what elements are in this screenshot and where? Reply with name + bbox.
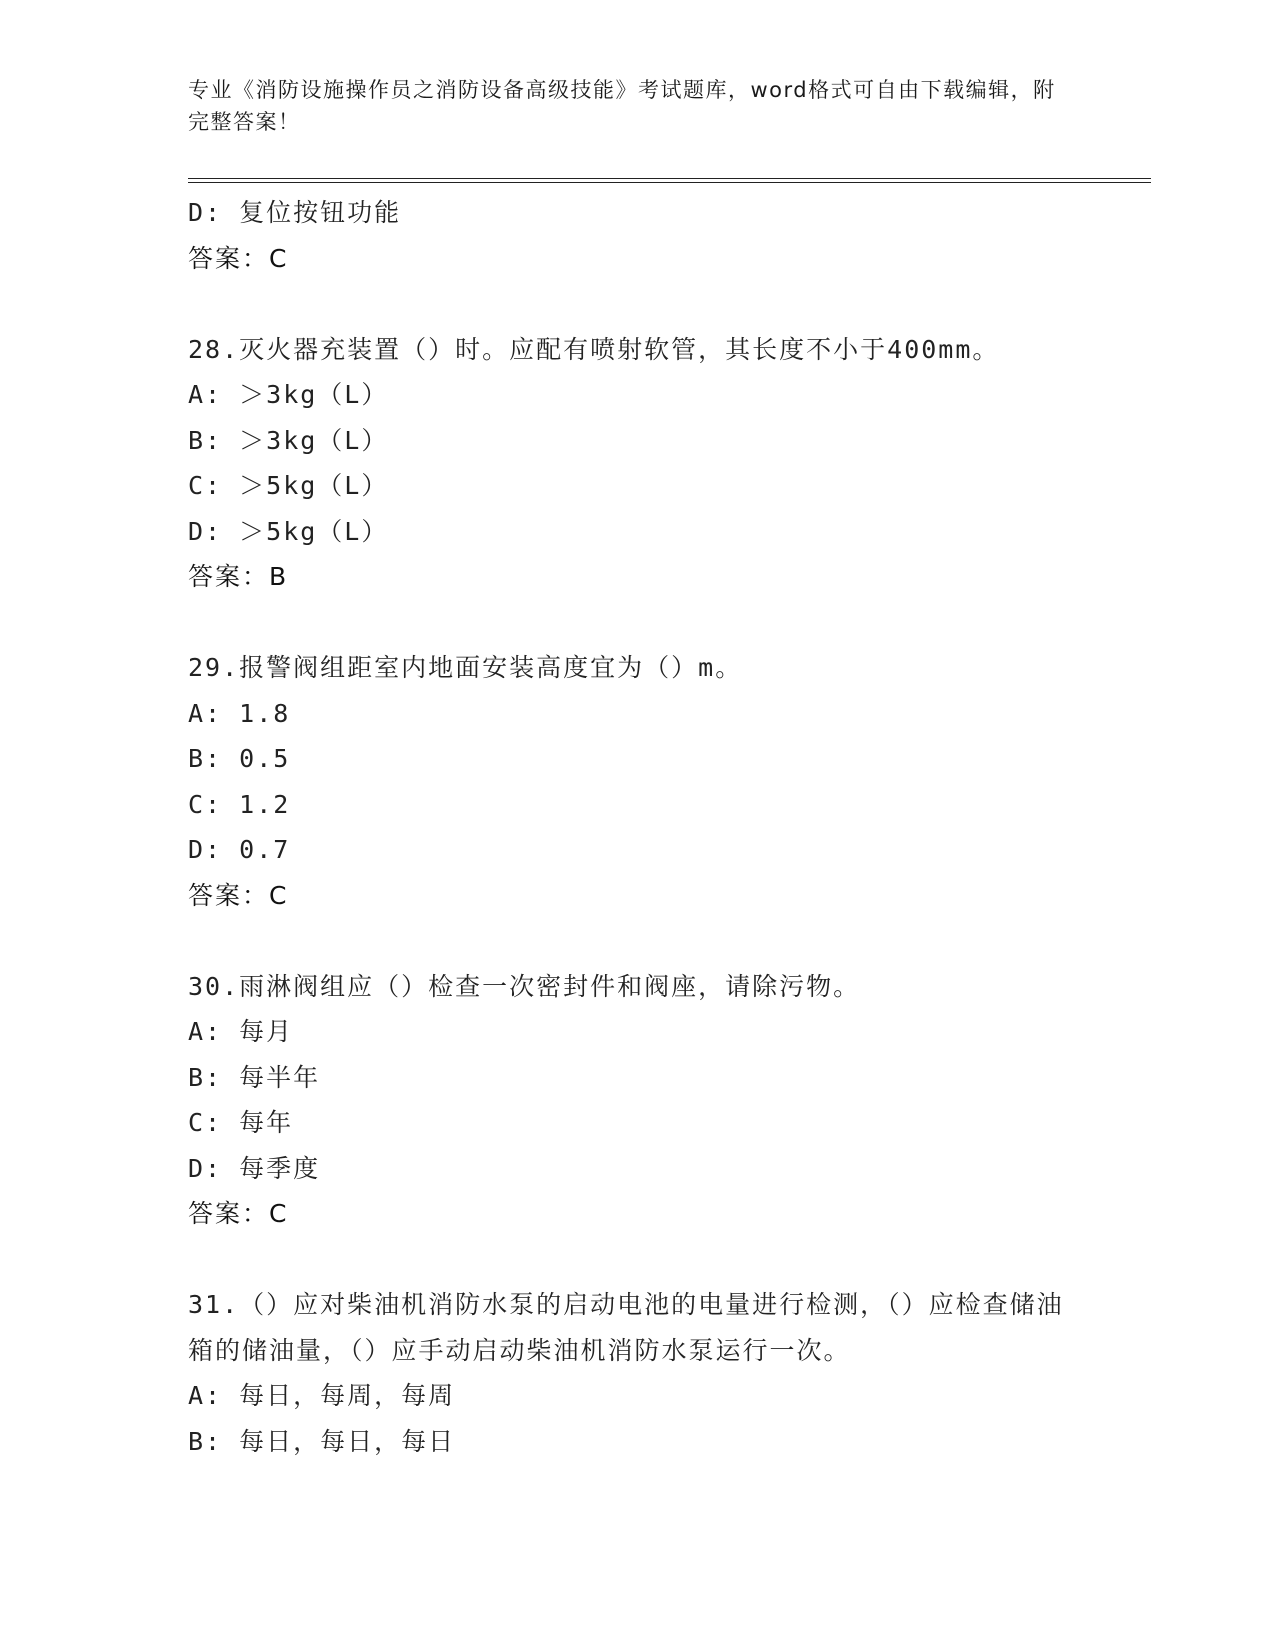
answer-line: 答案：C (188, 880, 289, 910)
option-a: A: ＞3kg（L） (188, 380, 389, 409)
option-c: C: 每年 (188, 1108, 294, 1137)
option-a: A: 1.8 (188, 698, 291, 728)
answer-line: 答案：B (188, 562, 289, 591)
option-b: B: 0.5 (188, 744, 291, 773)
spacer (188, 600, 1088, 646)
answer-line: 答案：C (188, 1199, 289, 1228)
option-c: C: ＞5kg（L） (188, 471, 389, 500)
question-stem: 30.雨淋阀组应（）检查一次密封件和阀座，请除污物。 (188, 971, 861, 1001)
spacer (188, 1237, 1088, 1283)
option-b: B: 每日，每日，每日 (188, 1426, 456, 1456)
option-c: C: 1.2 (188, 789, 291, 819)
question-stem: 29.报警阀组距室内地面安装高度宜为（）m。 (188, 653, 743, 682)
option-d: D: 每季度 (188, 1153, 321, 1183)
option-d: D: ＞5kg（L） (188, 516, 389, 546)
option-d: D: 0.7 (188, 835, 291, 864)
answer-line: 答案：C (188, 243, 289, 273)
option-a: A: 每月 (188, 1017, 294, 1046)
option-a: A: 每日，每周，每周 (188, 1381, 456, 1410)
spacer (188, 918, 1088, 964)
option-b: B: ＞3kg（L） (188, 425, 389, 455)
option-b: B: 每半年 (188, 1062, 321, 1092)
header-divider (188, 178, 1151, 183)
question-stem: 31.（）应对柴油机消防水泵的启动电池的电量进行检测，（）应检查储油箱的储油量，（）应手动启动柴油机消防水泵运行一次。 (188, 1290, 1064, 1365)
spacer (188, 281, 1088, 327)
option-d: D: 复位按钮功能 (188, 198, 402, 227)
question-list (188, 190, 1088, 1464)
question-stem: 28.灭火器充装置（）时。应配有喷射软管，其长度不小于400mm。 (188, 334, 1000, 364)
page-header: 专业《消防设施操作员之消防设备高级技能》考试题库，word格式可自由下载编辑，附完整答案！ (188, 78, 1056, 134)
